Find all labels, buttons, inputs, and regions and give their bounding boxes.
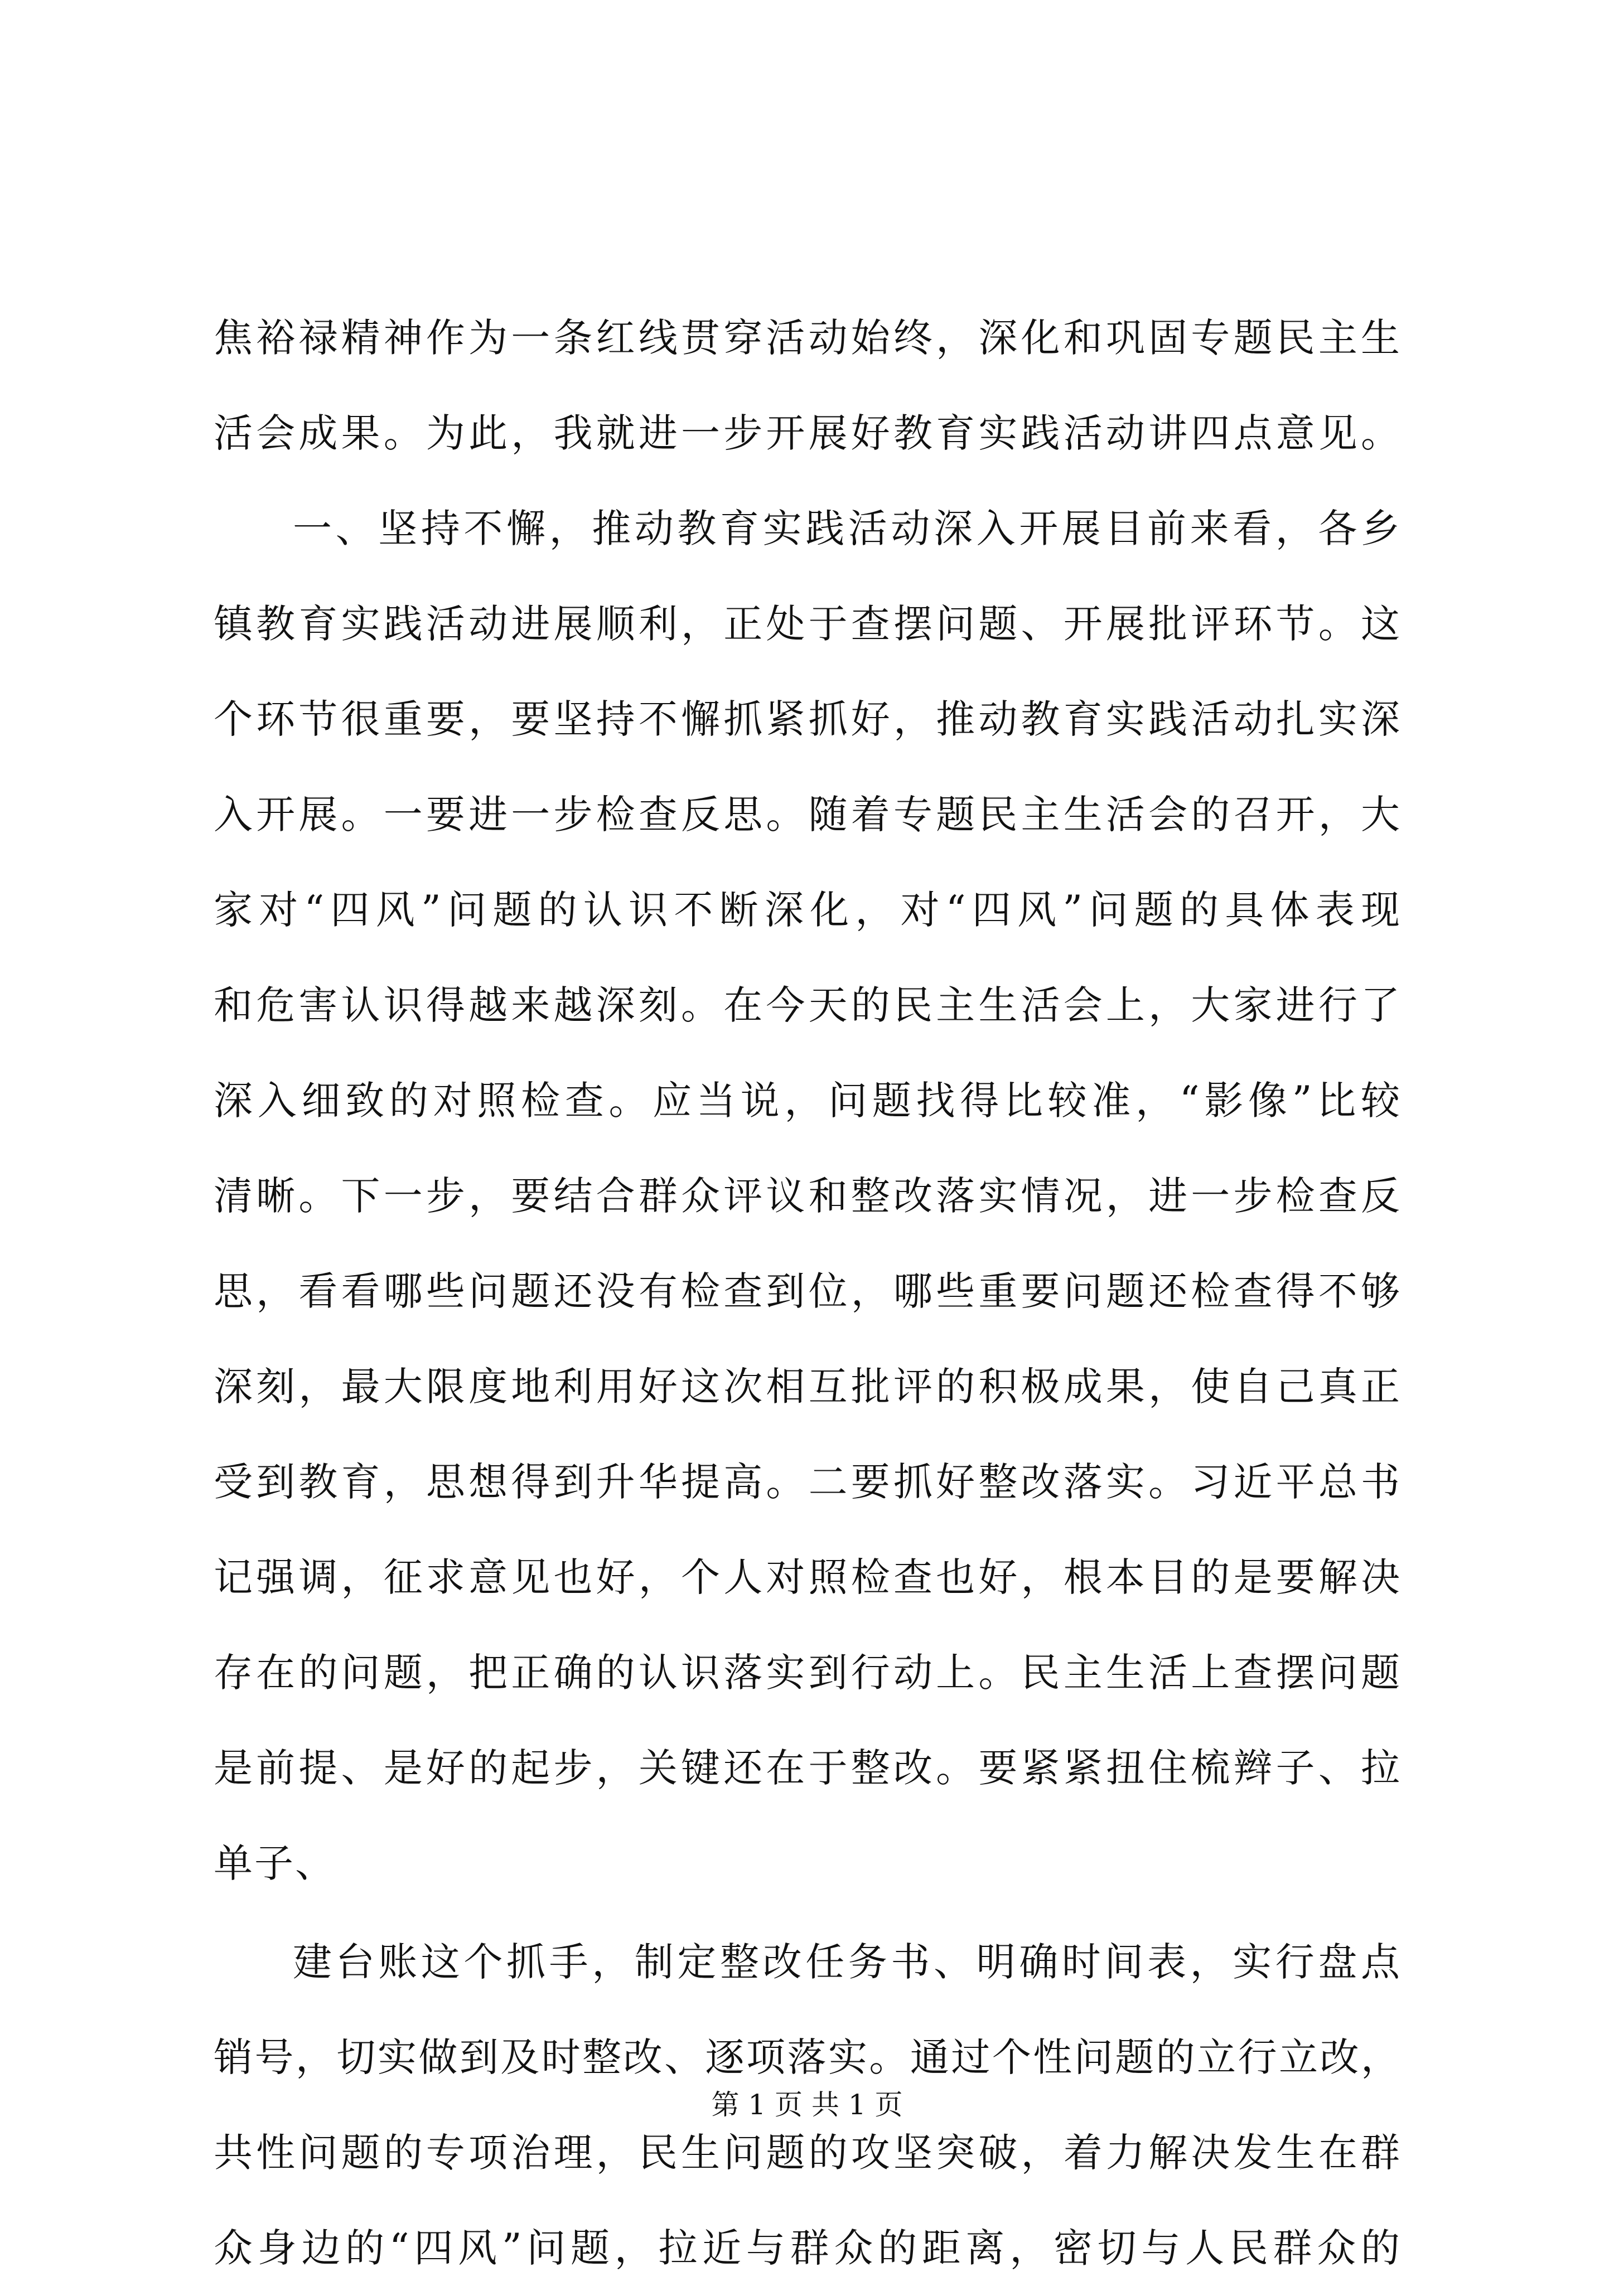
text-line: 深刻，最大限度地利用好这次相互批评的积极成果，使自己真正: [214, 1364, 1402, 1409]
text-line: 众身边的“四风”问题，拉近与群众的距离，密切与人民群众的: [214, 2225, 1402, 2271]
text-line: 存在的问题，把正确的认识落实到行动上。民主生活上查摆问题: [214, 1650, 1402, 1696]
text-line: 入开展。一要进一步检查反思。随着专题民主生活会的召开，大: [214, 792, 1402, 837]
paragraph-start-line: 一、坚持不懈，推动教育实践活动深入开展目前来看，各乡: [293, 506, 1402, 551]
text-line: 镇教育实践活动进展顺利，正处于查摆问题、开展批评环节。这: [214, 601, 1402, 647]
document-body: [214, 290, 1402, 2296]
text-line: 销号，切实做到及时整改、逐项落实。通过个性问题的立行立改，: [214, 2035, 1402, 2080]
text-line: 家对“四风”问题的认识不断深化，对“四风”问题的具体表现: [214, 887, 1402, 933]
text-line: 活会成果。为此，我就进一步开展好教育实践活动讲四点意见。: [214, 410, 1402, 456]
text-line: 思，看看哪些问题还没有检查到位，哪些重要问题还检查得不够: [214, 1268, 1402, 1314]
paragraph-start-line: 建台账这个抓手，制定整改任务书、明确时间表，实行盘点: [293, 1939, 1402, 1985]
text-line: 和危害认识得越来越深刻。在今天的民主生活会上，大家进行了: [214, 982, 1402, 1028]
text-line: 清晰。下一步，要结合群众评议和整改落实情况，进一步检查反: [214, 1173, 1402, 1219]
text-line: 受到教育，思想得到升华提高。二要抓好整改落实。习近平总书: [214, 1459, 1402, 1505]
paragraph-end-line: 单子、: [214, 1840, 336, 1886]
page-number-footer: 第 1 页 共 1 页: [711, 2089, 903, 2121]
text-line: 是前提、是好的起步，关键还在于整改。要紧紧扭住梳辫子、拉: [214, 1745, 1402, 1791]
text-line: 个环节很重要，要坚持不懈抓紧抓好，推动教育实践活动扎实深: [214, 696, 1402, 742]
text-line: 共性问题的专项治理，民生问题的攻坚突破，着力解决发生在群: [214, 2130, 1402, 2176]
text-line: 焦裕禄精神作为一条红线贯穿活动始终，深化和巩固专题民主生: [214, 315, 1402, 361]
text-line: 记强调，征求意见也好，个人对照检查也好，根本目的是要解决: [214, 1554, 1402, 1600]
text-line: 深入细致的对照检查。应当说，问题找得比较准，“影像”比较: [214, 1078, 1402, 1123]
